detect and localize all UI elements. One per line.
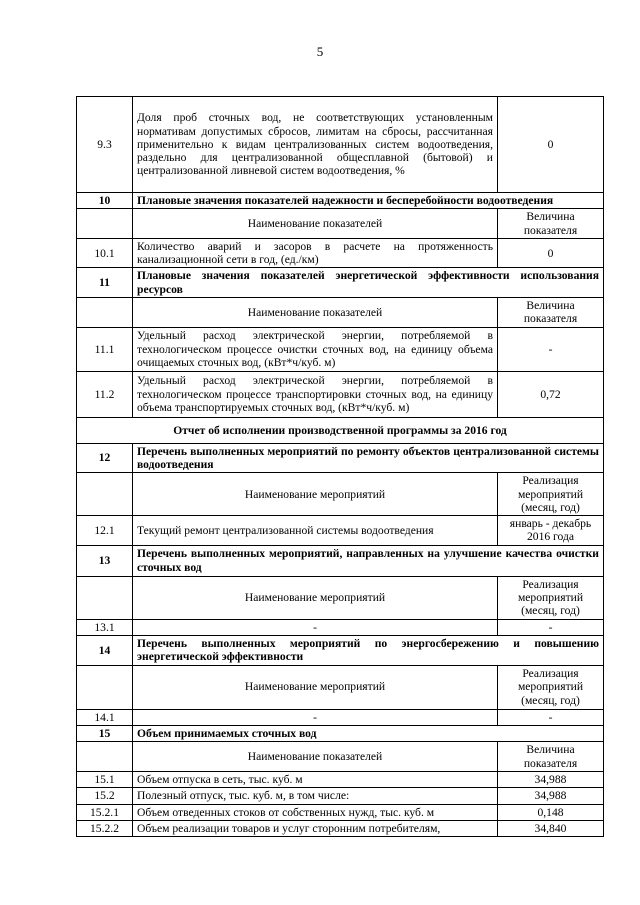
row-value: 0 xyxy=(498,97,604,193)
row-number: 12.1 xyxy=(77,516,133,546)
section-title: Объем принимаемых сточных вод xyxy=(133,725,604,741)
empty-cell xyxy=(77,576,133,619)
section-header-row xyxy=(77,443,604,473)
column-header-value: Реализация мероприятий (месяц, год) xyxy=(498,576,604,619)
table-row xyxy=(77,516,604,546)
row-value: 34,840 xyxy=(498,821,604,837)
row-value: 0,148 xyxy=(498,804,604,820)
row-text: Количество аварий и засоров в расчете на протяженность канализационной сети в год, (ед./км) xyxy=(133,238,498,268)
section-title: Плановые значения показателей энергетической эффективности использования ресурсов xyxy=(133,268,604,298)
row-number: 10.1 xyxy=(77,238,133,268)
section-number: 10 xyxy=(77,193,133,209)
row-number: 15.2.1 xyxy=(77,804,133,820)
row-number: 15.2 xyxy=(77,788,133,804)
row-text: Доля проб сточных вод, не соответствующих установленным нормативам допустимых сбросов, лимитам на сбросы, рассчитанная применительно к видам централизованных систем водоотведения, раздельно для централизованной общесплавной (бытовой) и централизованной ливневой систем водоотведения, % xyxy=(133,97,498,193)
empty-cell xyxy=(77,742,133,772)
row-value: 0,72 xyxy=(498,371,604,417)
column-header-value: Величина показателя xyxy=(498,742,604,772)
column-header-value: Величина показателя xyxy=(498,298,604,328)
column-header-row xyxy=(77,209,604,239)
row-value: - xyxy=(498,709,604,725)
section-number: 13 xyxy=(77,545,133,576)
row-value: 34,988 xyxy=(498,788,604,804)
section-header-row xyxy=(77,268,604,298)
section-number: 11 xyxy=(77,268,133,298)
section-number: 12 xyxy=(77,443,133,473)
empty-cell xyxy=(77,209,133,239)
row-number: 14.1 xyxy=(77,709,133,725)
column-header-name: Наименование показателей xyxy=(133,298,498,328)
table-row xyxy=(77,327,604,371)
column-header-name: Наименование мероприятий xyxy=(133,665,498,709)
section-title: Перечень выполненных мероприятий по энергосбережению и повышению энергетической эффективности xyxy=(133,635,604,665)
empty-cell xyxy=(77,665,133,709)
row-number: 9.3 xyxy=(77,97,133,193)
column-header-value: Величина показателя xyxy=(498,209,604,239)
row-text: Удельный расход электрической энергии, потребляемой в технологическом процессе очистки сточных вод, на единицу объема очищаемых сточных вод, (кВт*ч/куб. м) xyxy=(133,327,498,371)
table-row xyxy=(77,821,604,837)
column-header-row xyxy=(77,473,604,516)
table-row xyxy=(77,804,604,820)
row-text: Полезный отпуск, тыс. куб. м, в том числе: xyxy=(133,788,498,804)
table-row xyxy=(77,772,604,788)
row-value: - xyxy=(498,327,604,371)
section-header-row xyxy=(77,545,604,576)
table-row xyxy=(77,97,604,193)
empty-cell xyxy=(77,473,133,516)
column-header-name: Наименование показателей xyxy=(133,742,498,772)
row-value: 34,988 xyxy=(498,772,604,788)
report-title: Отчет об исполнении производственной программы за 2016 год xyxy=(77,417,604,443)
column-header-value: Реализация мероприятий (месяц, год) xyxy=(498,665,604,709)
row-text: Объем отведенных стоков от собственных нужд, тыс. куб. м xyxy=(133,804,498,820)
column-header-row xyxy=(77,576,604,619)
empty-cell xyxy=(77,298,133,328)
column-header-name: Наименование показателей xyxy=(133,209,498,239)
column-header-value: Реализация мероприятий (месяц, год) xyxy=(498,473,604,516)
row-text: Объем отпуска в сеть, тыс. куб. м xyxy=(133,772,498,788)
row-value: 0 xyxy=(498,238,604,268)
column-header-row xyxy=(77,298,604,328)
section-header-row xyxy=(77,725,604,741)
row-text: Текущий ремонт централизованной системы водоотведения xyxy=(133,516,498,546)
section-header-row xyxy=(77,635,604,665)
row-value: январь - декабрь 2016 года xyxy=(498,516,604,546)
table-row xyxy=(77,238,604,268)
section-title: Плановые значения показателей надежности и бесперебойности водоотведения xyxy=(133,193,604,209)
section-number: 15 xyxy=(77,725,133,741)
column-header-row xyxy=(77,665,604,709)
row-text: Объем реализации товаров и услуг сторонним потребителям, xyxy=(133,821,498,837)
report-title-row xyxy=(77,417,604,443)
section-title: Перечень выполненных мероприятий по ремонту объектов централизованной системы водоотведения xyxy=(133,443,604,473)
row-value: - xyxy=(498,619,604,635)
row-number: 11.1 xyxy=(77,327,133,371)
row-text: Удельный расход электрической энергии, потребляемой в технологическом процессе транспортировки сточных вод, на единицу объема транспортируемых сточных вод, (кВт*ч/куб. м) xyxy=(133,371,498,417)
table-row xyxy=(77,788,604,804)
program-table xyxy=(76,96,604,837)
section-number: 14 xyxy=(77,635,133,665)
column-header-name: Наименование мероприятий xyxy=(133,576,498,619)
table-row xyxy=(77,709,604,725)
row-number: 15.2.2 xyxy=(77,821,133,837)
section-title: Перечень выполненных мероприятий, направленных на улучшение качества очистки сточных вод xyxy=(133,545,604,576)
table-row xyxy=(77,619,604,635)
row-text: - xyxy=(133,619,498,635)
column-header-row xyxy=(77,742,604,772)
section-header-row xyxy=(77,193,604,209)
row-text: - xyxy=(133,709,498,725)
table-row xyxy=(77,371,604,417)
row-number: 15.1 xyxy=(77,772,133,788)
page-number: 5 xyxy=(316,44,324,59)
row-number: 11.2 xyxy=(77,371,133,417)
column-header-name: Наименование мероприятий xyxy=(133,473,498,516)
row-number: 13.1 xyxy=(77,619,133,635)
